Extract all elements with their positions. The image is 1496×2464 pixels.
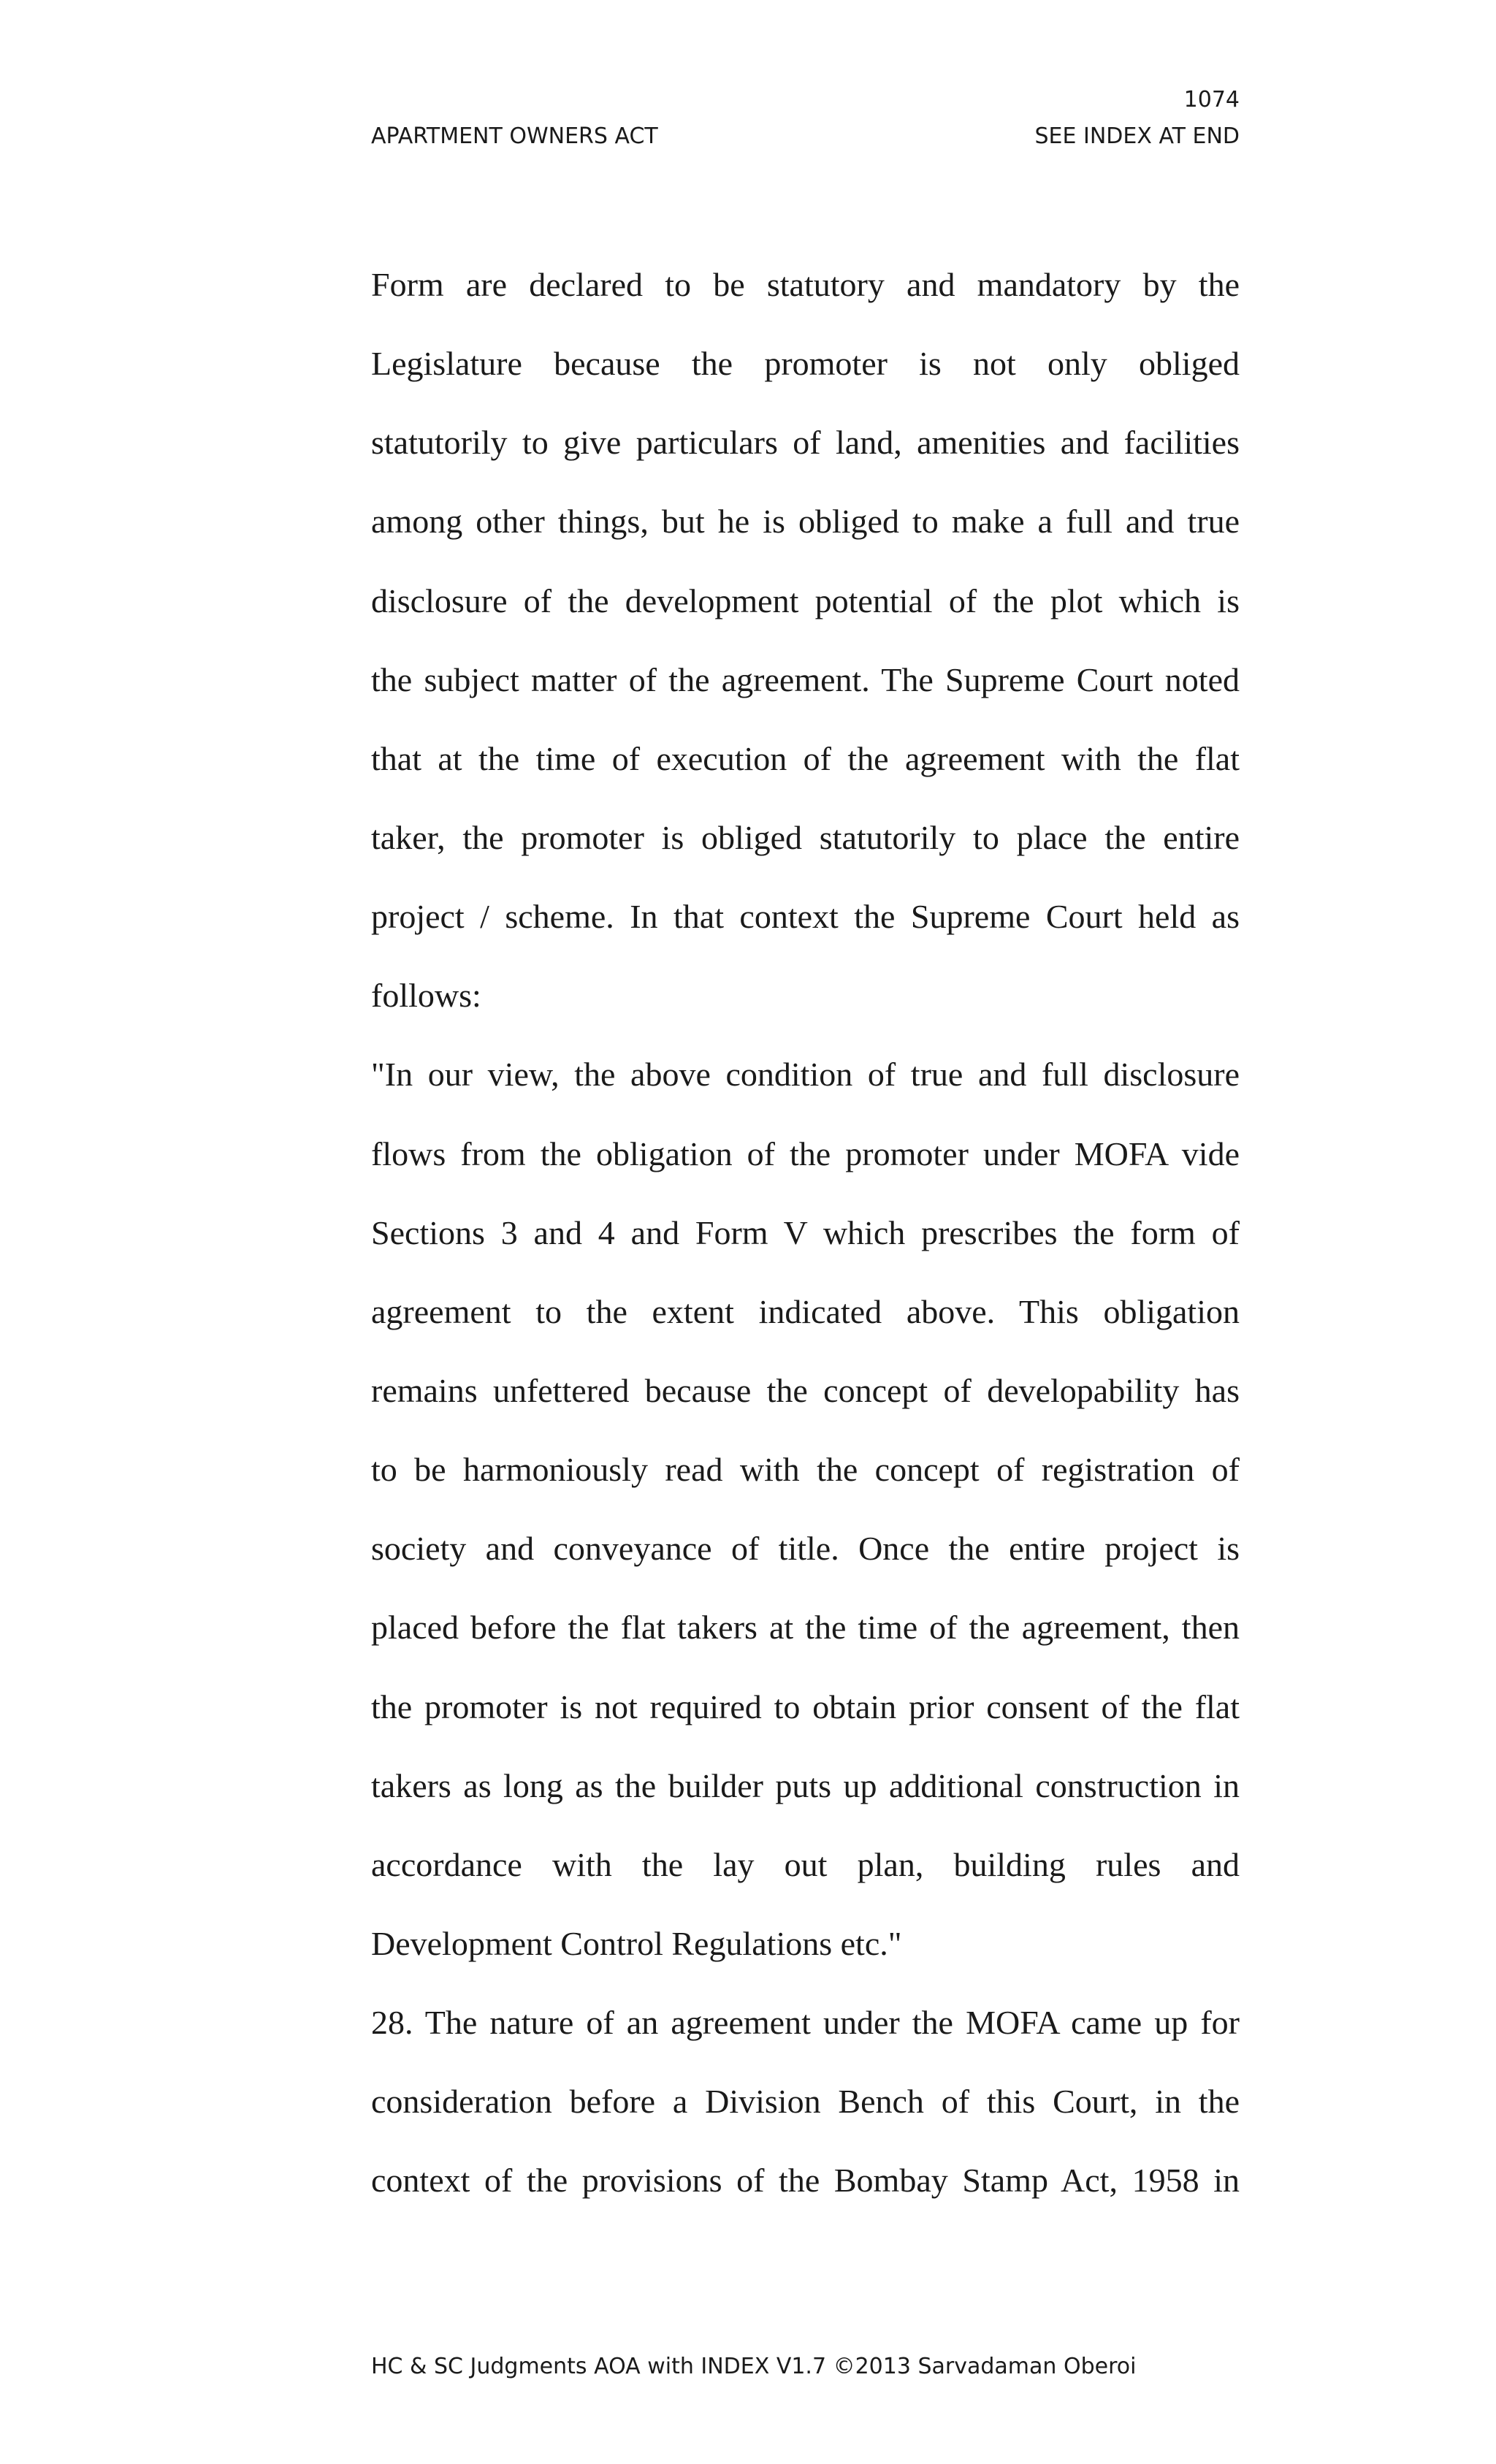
footer: HC & SC Judgments AOA with INDEX V1.7 ©2013 Sarvadaman Oberoi — [371, 2354, 1137, 2379]
text-line: project / scheme. In that context the Supreme Court held as — [371, 898, 1240, 936]
text-line: placed before the flat takers at the time of the agreement, then — [371, 1609, 1240, 1647]
text-line: context of the provisions of the Bombay Stamp Act, 1958 in — [371, 2162, 1240, 2200]
text-line: Sections 3 and 4 and Form V which prescribes the form of — [371, 1213, 1240, 1251]
header-title: APARTMENT OWNERS ACT — [371, 123, 658, 149]
text-line: 28. The nature of an agreement under the MOFA came up for — [371, 2004, 1240, 2042]
text-line: follows: — [371, 977, 481, 1015]
text-line: flows from the obligation of the promoter under MOFA vide — [371, 1134, 1240, 1172]
text-line: takers as long as the builder puts up additional construction in — [371, 1766, 1240, 1804]
text-line: accordance with the lay out plan, building rules and — [371, 1845, 1240, 1883]
text-line: society and conveyance of title. Once the entire project is — [371, 1530, 1240, 1568]
text-line: to be harmoniously read with the concept of registration of — [371, 1451, 1240, 1489]
header-index-note: SEE INDEX AT END — [1034, 123, 1240, 149]
text-line: Legislature because the promoter is not only obliged — [371, 345, 1240, 383]
text-line: agreement to the extent indicated above. This obligation — [371, 1292, 1240, 1330]
text-line: the subject matter of the agreement. The Supreme Court noted — [371, 660, 1240, 698]
page-number: 1074 — [1183, 87, 1240, 112]
text-line: remains unfettered because the concept of developability has — [371, 1371, 1240, 1409]
text-line: disclosure of the development potential of the plot which is — [371, 581, 1240, 619]
text-line: the promoter is not required to obtain prior consent of the flat — [371, 1687, 1240, 1725]
body-text — [371, 257, 1240, 2232]
text-line: statutorily to give particulars of land, amenities and facilities — [371, 424, 1240, 462]
text-line: among other things, but he is obliged to make a full and true — [371, 503, 1240, 541]
text-line: Form are declared to be statutory and mandatory by the — [371, 266, 1240, 303]
text-line: "In our view, the above condition of true and full disclosure — [371, 1056, 1240, 1094]
text-line: consideration before a Division Bench of this Court, in the — [371, 2083, 1240, 2121]
text-line: Development Control Regulations etc." — [371, 1924, 902, 1962]
text-line: that at the time of execution of the agreement with the flat — [371, 739, 1240, 777]
text-line: taker, the promoter is obliged statutorily to place the entire — [371, 818, 1240, 856]
running-header — [371, 123, 1240, 149]
